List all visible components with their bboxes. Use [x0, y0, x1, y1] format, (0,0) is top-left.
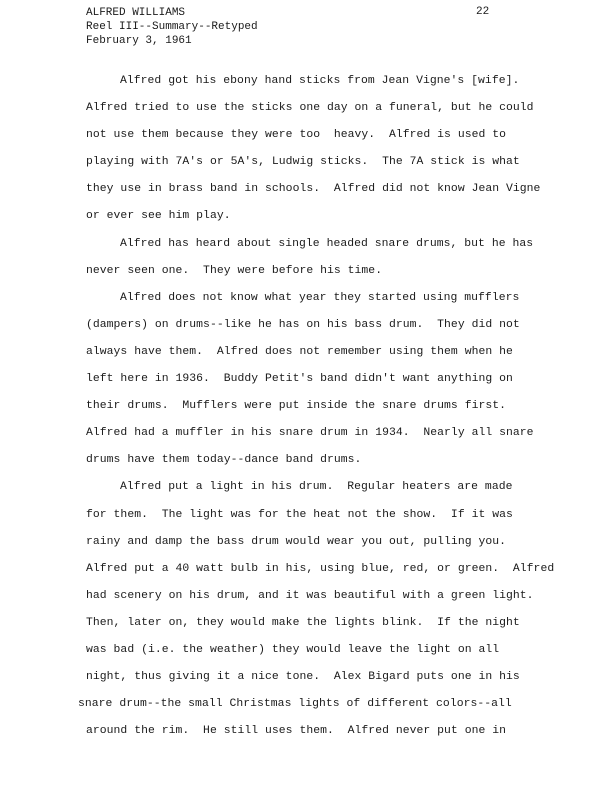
page-number: 22	[476, 6, 490, 18]
text-line: they use in brass band in schools. Alfred did not know Jean Vigne	[86, 183, 541, 196]
text-line: Alfred has heard about single headed snare drums, but he has	[120, 237, 534, 250]
text-line: around the rim. He still uses them. Alfred never put one in	[86, 725, 507, 738]
text-line: Alfred does not know what year they started using mufflers	[120, 291, 520, 304]
text-line: night, thus giving it a nice tone. Alex Bigard puts one in his	[86, 671, 520, 684]
document-header	[86, 6, 258, 48]
text-line: rainy and damp the bass drum would wear you out, pulling you.	[86, 535, 507, 548]
text-line: was bad (i.e. the weather) they would leave the light on all	[86, 643, 500, 656]
text-line: left here in 1936. Buddy Petit's band didn't want anything on	[86, 373, 513, 386]
text-line: always have them. Alfred does not remember using them when he	[86, 345, 513, 358]
header-reel: Reel III--Summary--Retyped	[86, 21, 258, 33]
text-line: or ever see him play.	[86, 210, 231, 223]
text-line: never seen one. They were before his time.	[86, 264, 383, 277]
text-line: snare drum--the small Christmas lights of different colors--all	[78, 698, 512, 711]
text-line: (dampers) on drums--like he has on his bass drum. They did not	[86, 318, 520, 331]
header-date: February 3, 1961	[86, 35, 192, 47]
header-name: ALFRED WILLIAMS	[86, 7, 186, 19]
text-line: Alfred tried to use the sticks one day on a funeral, but he could	[86, 102, 534, 115]
text-line: drums have them today--dance band drums.	[86, 454, 362, 467]
text-line: their drums. Mufflers were put inside the snare drums first.	[86, 400, 507, 413]
text-line: Alfred had a muffler in his snare drum in 1934. Nearly all snare	[86, 427, 534, 440]
text-line: not use them because they were too heavy. Alfred is used to	[86, 129, 507, 142]
text-line: had scenery on his drum, and it was beautiful with a green light.	[86, 589, 534, 602]
text-line: Alfred put a 40 watt bulb in his, using blue, red, or green. Alfred	[86, 562, 555, 575]
text-line: Alfred put a light in his drum. Regular heaters are made	[120, 481, 513, 494]
text-line: for them. The light was for the heat not the show. If it was	[86, 508, 513, 521]
text-line: Then, later on, they would make the lights blink. If the night	[86, 616, 520, 629]
body-text	[78, 68, 556, 745]
text-line: Alfred got his ebony hand sticks from Jean Vigne's [wife].	[120, 75, 520, 87]
text-line: playing with 7A's or 5A's, Ludwig sticks. The 7A stick is what	[86, 156, 520, 169]
